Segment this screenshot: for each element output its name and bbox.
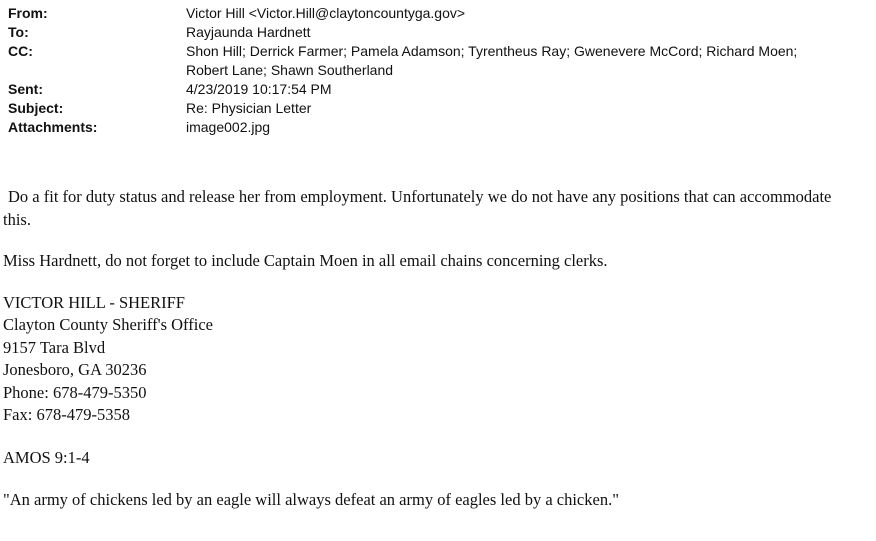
subject-label: Subject: <box>8 100 64 116</box>
signature-quote: "An army of chickens led by an eagle will always defeat an army of eagles led by a chicken." <box>3 490 619 509</box>
signature-street: 9157 Tara Blvd <box>3 337 106 357</box>
subject-value: Re: Physician Letter <box>186 100 312 116</box>
header-row-to <box>8 23 868 42</box>
header-row-sent <box>8 80 868 99</box>
body-paragraph-instruction: Do a fit for duty status and release her from employment. Unfortunately we do not have any positions that can accommodate this. <box>3 187 832 229</box>
email-header <box>8 4 868 137</box>
cc-value: Shon Hill; Derrick Farmer; Pamela Adamson; Tyrentheus Ray; Gwenevere McCord; Richard Moen; Robert Lane; Shawn Southerland <box>186 43 798 78</box>
signature-office: Clayton County Sheriff's Office <box>3 315 213 334</box>
attachment-filename: image002.jpg <box>186 119 271 135</box>
header-row-subject <box>8 99 868 118</box>
header-row-attachments <box>8 118 868 137</box>
header-row-from <box>8 4 868 23</box>
from-value: Victor Hill <Victor.Hill@claytoncountyga.gov> <box>186 5 466 21</box>
sent-value: 4/23/2019 10:17:54 PM <box>186 81 332 97</box>
body-paragraph-reminder: Miss Hardnett, do not forget to include Captain Moen in all email chains concerning clerks. <box>3 251 608 270</box>
signature-block <box>3 292 863 427</box>
sent-label: Sent: <box>8 81 43 97</box>
signature-phone: Phone: 678-479-5350 <box>3 382 147 402</box>
signature-name-title: VICTOR HILL - SHERIFF <box>3 292 185 312</box>
signature-verse: AMOS 9:1-4 <box>3 447 90 467</box>
to-label: To: <box>8 24 29 40</box>
cc-label: CC: <box>8 43 33 59</box>
attachments-label: Attachments: <box>8 119 98 135</box>
signature-fax: Fax: 678-479-5358 <box>3 405 130 424</box>
to-value: Rayjaunda Hardnett <box>186 24 311 40</box>
email-body <box>3 186 863 512</box>
signature-city: Jonesboro, GA 30236 <box>3 360 147 379</box>
from-label: From: <box>8 5 48 21</box>
header-row-cc <box>8 42 868 80</box>
